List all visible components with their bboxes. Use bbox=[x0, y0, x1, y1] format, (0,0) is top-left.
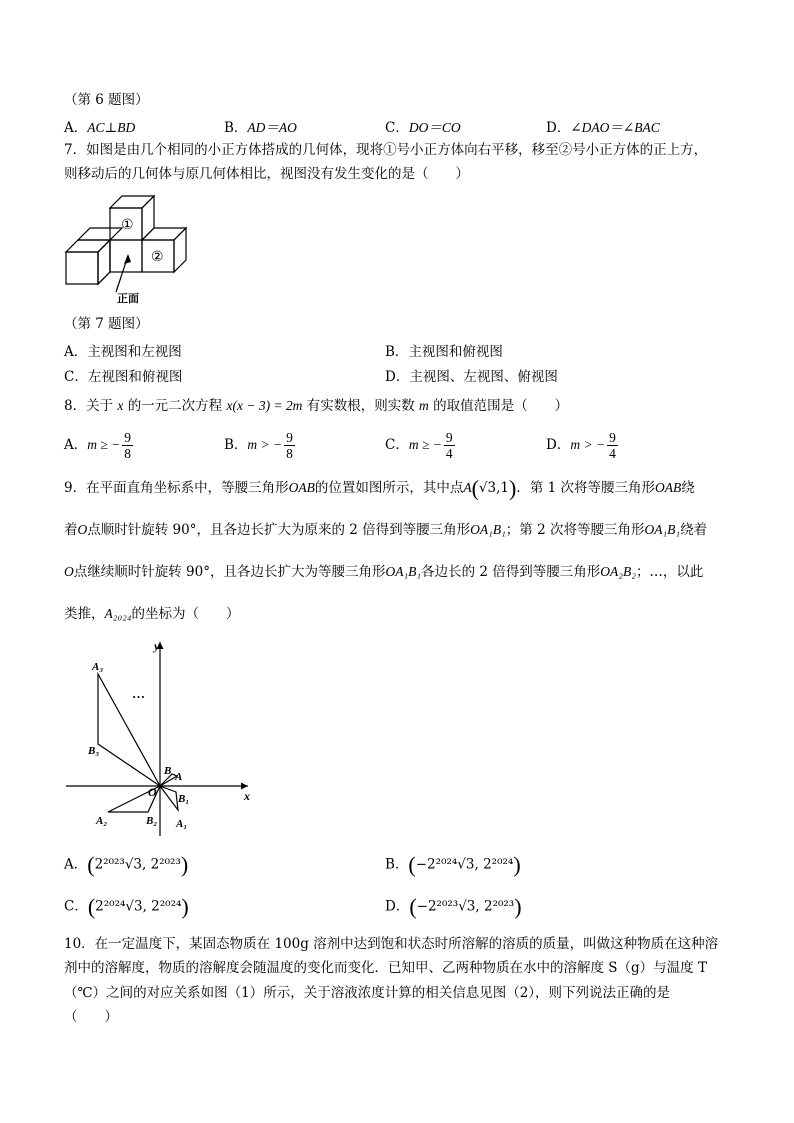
q8-option-b[interactable]: B．m > − $\frac{9}{8}$ bbox=[224, 430, 293, 461]
q10-stem-line3: （℃）之间的对应关系如图（1）所示，关于溶液浓度计算的相关信息见图（2），则下列说法正确的是 bbox=[64, 985, 671, 1001]
q9-option-d[interactable]: D．(−2²⁰²³√3, 2²⁰²³) bbox=[385, 894, 522, 919]
q8-option-c[interactable]: C．m ≥ − $\frac{9}{4}$ bbox=[385, 430, 453, 461]
q10-stem-line4: （ ） bbox=[64, 1009, 118, 1025]
svg-text:B₃: B₃ bbox=[88, 745, 100, 757]
q9-option-a[interactable]: A．(2²⁰²³√3, 2²⁰²³) bbox=[64, 852, 189, 877]
cube-label-1: ① bbox=[121, 218, 134, 233]
svg-text:A₂: A₂ bbox=[96, 815, 108, 827]
q10-stem-line2: 剂中的溶解度，物质的溶解度会随温度的变化而变化．已知甲、乙两种物质在水中的溶解度 S（g）与温度 T bbox=[64, 960, 707, 976]
fraction: $\frac{9}{8}$ bbox=[286, 430, 293, 461]
q9-option-b[interactable]: B．(−2²⁰²⁴√3, 2²⁰²⁴) bbox=[385, 852, 521, 877]
q8-option-d[interactable]: D．m > − $\frac{9}{4}$ bbox=[546, 430, 616, 461]
svg-text:A₁: A₁ bbox=[176, 818, 188, 830]
q9-stem-line2: 着O点顺时针旋转 90°，且各边长扩大为原来的 2 倍得到等腰三角形OA₁B₁；第 2 次将等腰三角形OA₁B₁绕着 bbox=[64, 522, 708, 538]
svg-text:B₁: B₁ bbox=[178, 793, 190, 805]
q6-option-a[interactable]: A．AC⊥BD bbox=[64, 120, 136, 136]
q9-stem-line3: O点继续顺时针旋转 90°，且各边长扩大为等腰三角形OA₁B₁各边长的 2 倍得到等腰三角形OA₂B₂；…，以此 bbox=[64, 564, 704, 580]
q6-caption: （第 6 题图） bbox=[64, 92, 149, 108]
svg-text:…: … bbox=[132, 686, 145, 701]
q6-option-c[interactable]: C．DO＝CO bbox=[385, 120, 461, 136]
svg-text:A: A bbox=[175, 771, 183, 783]
q8-stem: 8．关于 x 的一元二次方程 x(x − 3) = 2m 有实数根，则实数 m 的取值范围是（ ） bbox=[64, 398, 569, 414]
q7-option-d[interactable]: D．主视图、左视图、俯视图 bbox=[385, 369, 558, 385]
fraction: $\frac{9}{8}$ bbox=[124, 430, 132, 461]
svg-text:B₂: B₂ bbox=[146, 815, 158, 827]
q7-option-c[interactable]: C．左视图和俯视图 bbox=[64, 369, 183, 385]
fraction: $\frac{9}{4}$ bbox=[609, 430, 616, 461]
q7-caption: （第 7 题图） bbox=[64, 316, 149, 332]
q7-cube-figure bbox=[62, 188, 194, 306]
svg-text:O: O bbox=[148, 785, 157, 799]
svg-text:x: x bbox=[244, 789, 250, 803]
svg-text:A₃: A₃ bbox=[92, 661, 104, 673]
front-label: 正面 bbox=[117, 293, 139, 305]
svg-text:y: y bbox=[154, 639, 160, 653]
arrow-head-icon bbox=[124, 254, 131, 264]
svg-text:B: B bbox=[164, 765, 172, 777]
q7-stem-line1: 7．如图是由几个相同的小正方体搭成的几何体，现将①号小正方体向右平移，移至②号小正方体的正上方， bbox=[64, 142, 708, 158]
q10-stem-line1: 10．在一定温度下，某固态物质在 100g 溶剂中达到饱和状态时所溶解的溶质的质量，叫做这种物质在这种溶 bbox=[64, 936, 719, 952]
q6-option-d[interactable]: D．∠DAO＝∠BAC bbox=[546, 120, 660, 136]
q9-coordinate-figure bbox=[60, 632, 260, 842]
q7-stem-line2: 则移动后的几何体与原几何体相比，视图没有发生变化的是（ ） bbox=[64, 166, 469, 182]
q9-option-c[interactable]: C．(2²⁰²⁴√3, 2²⁰²⁴) bbox=[64, 894, 189, 919]
q6-option-b[interactable]: B．AD＝AO bbox=[224, 120, 297, 136]
q9-stem-line4: 类推，A₂₀₂₄的坐标为（ ） bbox=[64, 606, 240, 622]
fraction: $\frac{9}{4}$ bbox=[445, 430, 453, 461]
q7-option-b[interactable]: B．主视图和俯视图 bbox=[385, 344, 503, 360]
q8-option-a[interactable]: A．m ≥ − $\frac{9}{8}$ bbox=[64, 430, 132, 461]
q7-option-a[interactable]: A．主视图和左视图 bbox=[64, 344, 182, 360]
cube-label-2: ② bbox=[151, 250, 164, 265]
q9-stem-line1: 9．在平面直角坐标系中，等腰三角形OAB的位置如图所示，其中点A(√3,1)．第 1 次将等腰三角形OAB绕 bbox=[64, 475, 695, 501]
